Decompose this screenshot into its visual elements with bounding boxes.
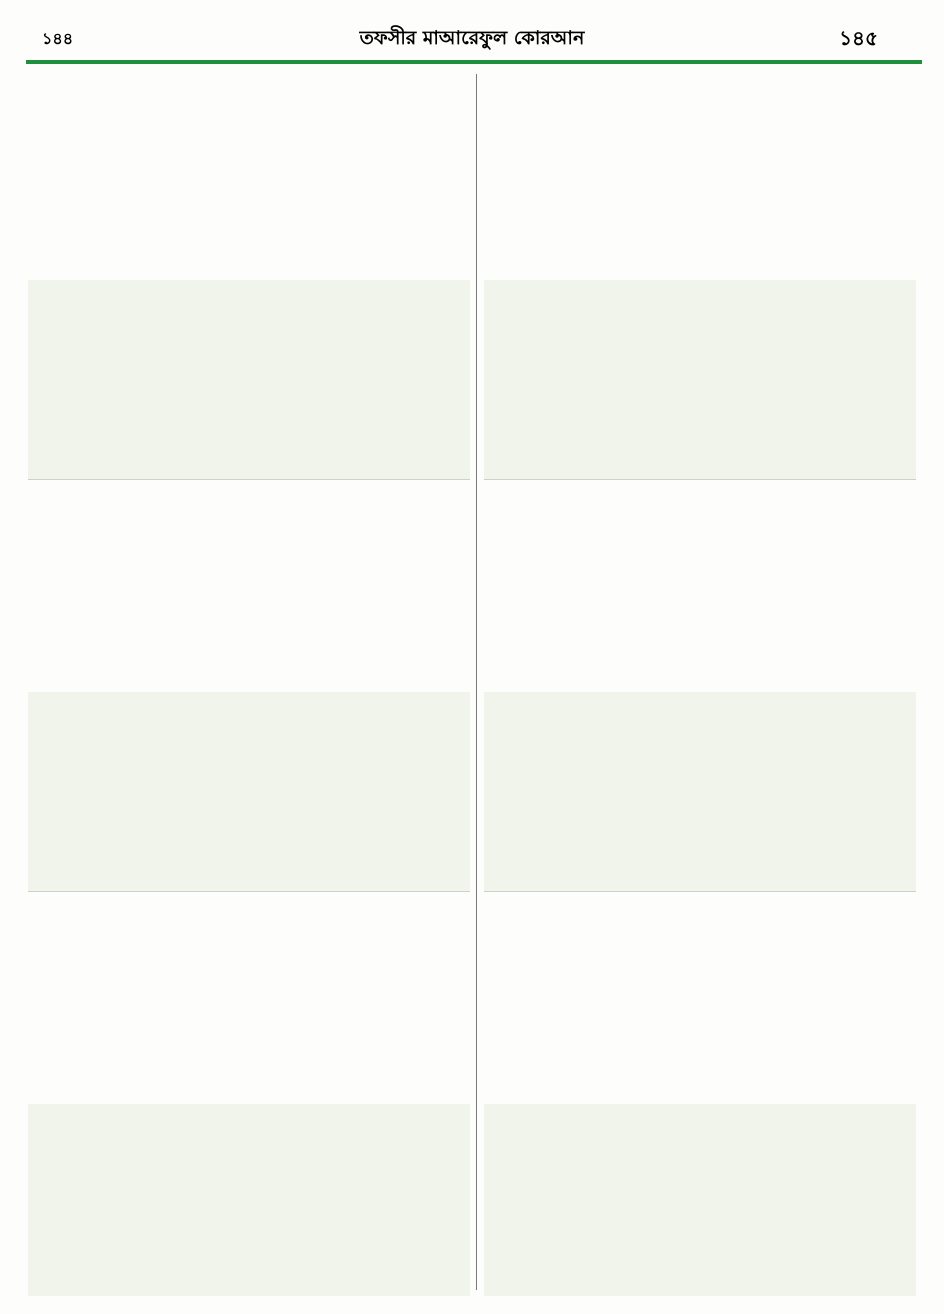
paragraph: [28, 280, 470, 480]
page-header: [14, 8, 930, 52]
paragraph: [28, 1104, 470, 1296]
paragraph: [484, 74, 916, 274]
paragraph: [484, 280, 916, 480]
right-column: [484, 74, 916, 1296]
page-number-right: ১৪৫: [839, 26, 878, 50]
paragraph: [484, 898, 916, 1098]
paragraph: [484, 692, 916, 892]
paragraph: [28, 74, 470, 274]
page-number-left: ১৪৪: [42, 29, 74, 48]
paragraph: [28, 692, 470, 892]
left-column: [28, 74, 470, 1296]
paragraph: [484, 486, 916, 686]
paragraph: [484, 1104, 916, 1296]
paragraph: [28, 898, 470, 1098]
header-rule: [26, 60, 922, 64]
paragraph: [28, 486, 470, 686]
page-title: তফসীর মাআরেফুল কোরআন: [359, 27, 585, 49]
column-divider: [476, 74, 477, 1290]
